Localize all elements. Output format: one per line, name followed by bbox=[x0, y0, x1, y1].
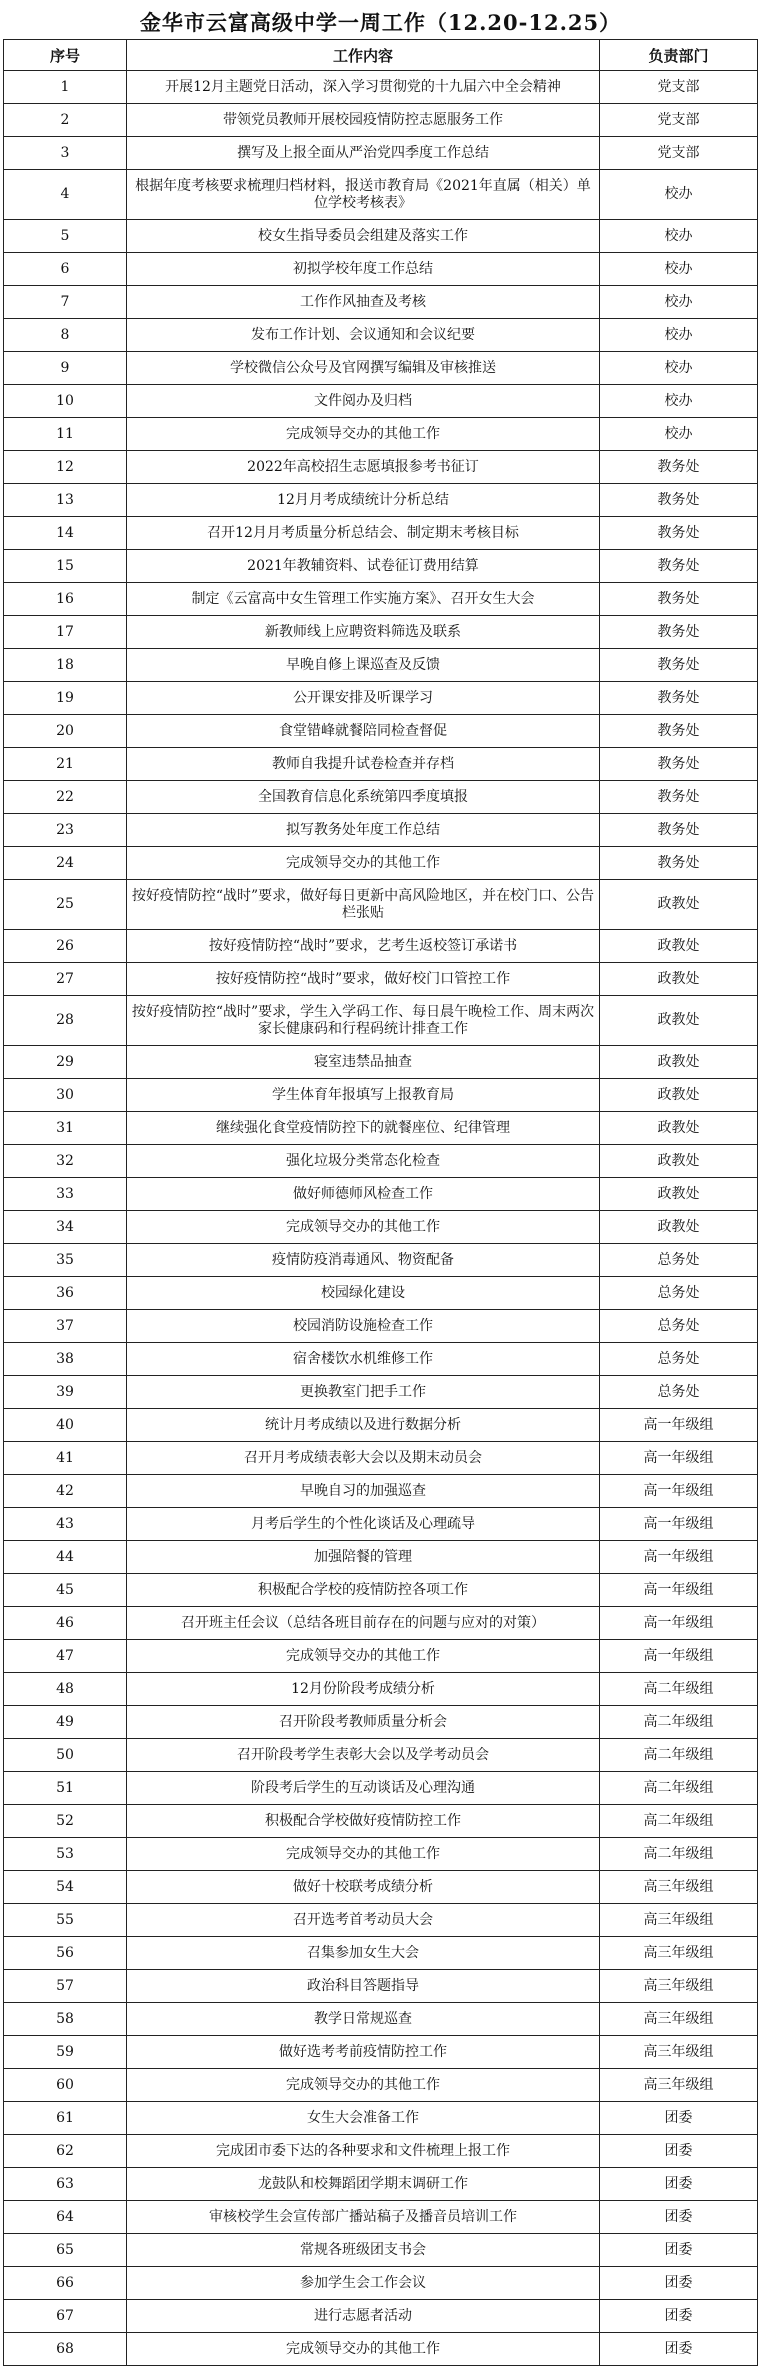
table-row bbox=[4, 2069, 758, 2102]
row-content: 阶段考后学生的互动谈话及心理沟通 bbox=[127, 1772, 600, 1805]
row-content: 按好疫情防控“战时”要求，做好每日更新中高风险地区，并在校门口、公告栏张贴 bbox=[127, 880, 600, 930]
row-number: 38 bbox=[4, 1343, 127, 1376]
row-content: 2022年高校招生志愿填报参考书征订 bbox=[127, 451, 600, 484]
row-department: 高一年级组 bbox=[600, 1607, 758, 1640]
row-department: 教务处 bbox=[600, 616, 758, 649]
row-number: 42 bbox=[4, 1475, 127, 1508]
table-row bbox=[4, 1541, 758, 1574]
table-row bbox=[4, 286, 758, 319]
row-number: 37 bbox=[4, 1310, 127, 1343]
row-content: 召开12月月考质量分析总结会、制定期末考核目标 bbox=[127, 517, 600, 550]
row-department: 团委 bbox=[600, 2300, 758, 2333]
table-row bbox=[4, 352, 758, 385]
row-department: 总务处 bbox=[600, 1343, 758, 1376]
row-department: 政教处 bbox=[600, 996, 758, 1046]
row-number: 57 bbox=[4, 1970, 127, 2003]
work-table bbox=[3, 39, 758, 2366]
row-content: 发布工作计划、会议通知和会议纪要 bbox=[127, 319, 600, 352]
table-row bbox=[4, 319, 758, 352]
row-number: 11 bbox=[4, 418, 127, 451]
row-department: 高三年级组 bbox=[600, 2003, 758, 2036]
row-number: 46 bbox=[4, 1607, 127, 1640]
row-number: 41 bbox=[4, 1442, 127, 1475]
row-number: 68 bbox=[4, 2333, 127, 2366]
table-row bbox=[4, 583, 758, 616]
row-number: 2 bbox=[4, 104, 127, 137]
table-row bbox=[4, 484, 758, 517]
row-department: 教务处 bbox=[600, 682, 758, 715]
row-content: 召集参加女生大会 bbox=[127, 1937, 600, 1970]
row-content: 工作作风抽查及考核 bbox=[127, 286, 600, 319]
table-row bbox=[4, 682, 758, 715]
row-number: 48 bbox=[4, 1673, 127, 1706]
row-content: 早晚自修上课巡查及反馈 bbox=[127, 649, 600, 682]
table-row bbox=[4, 2267, 758, 2300]
row-content: 按好疫情防控“战时”要求，艺考生返校签订承诺书 bbox=[127, 930, 600, 963]
row-number: 61 bbox=[4, 2102, 127, 2135]
row-content: 继续强化食堂疫情防控下的就餐座位、纪律管理 bbox=[127, 1112, 600, 1145]
row-content: 召开阶段考教师质量分析会 bbox=[127, 1706, 600, 1739]
row-content: 常规各班级团支书会 bbox=[127, 2234, 600, 2267]
row-content: 疫情防疫消毒通风、物资配备 bbox=[127, 1244, 600, 1277]
row-department: 政教处 bbox=[600, 963, 758, 996]
row-number: 23 bbox=[4, 814, 127, 847]
row-department: 党支部 bbox=[600, 104, 758, 137]
row-number: 18 bbox=[4, 649, 127, 682]
row-number: 40 bbox=[4, 1409, 127, 1442]
table-row bbox=[4, 1508, 758, 1541]
row-number: 44 bbox=[4, 1541, 127, 1574]
row-content: 校女生指导委员会组建及落实工作 bbox=[127, 220, 600, 253]
row-content: 校园绿化建设 bbox=[127, 1277, 600, 1310]
table-row bbox=[4, 1607, 758, 1640]
row-department: 教务处 bbox=[600, 550, 758, 583]
row-number: 47 bbox=[4, 1640, 127, 1673]
row-number: 62 bbox=[4, 2135, 127, 2168]
row-number: 64 bbox=[4, 2201, 127, 2234]
row-department: 团委 bbox=[600, 2102, 758, 2135]
table-row bbox=[4, 616, 758, 649]
row-department: 高二年级组 bbox=[600, 1706, 758, 1739]
table-row bbox=[4, 1178, 758, 1211]
table-row bbox=[4, 814, 758, 847]
row-content: 12月份阶段考成绩分析 bbox=[127, 1673, 600, 1706]
row-department: 高三年级组 bbox=[600, 1871, 758, 1904]
table-row bbox=[4, 1706, 758, 1739]
row-department: 高三年级组 bbox=[600, 1937, 758, 1970]
table-row bbox=[4, 1277, 758, 1310]
row-content: 强化垃圾分类常态化检查 bbox=[127, 1145, 600, 1178]
table-row bbox=[4, 170, 758, 220]
table-row bbox=[4, 451, 758, 484]
table-row bbox=[4, 1244, 758, 1277]
row-department: 团委 bbox=[600, 2267, 758, 2300]
table-row bbox=[4, 137, 758, 170]
row-content: 完成领导交办的其他工作 bbox=[127, 847, 600, 880]
row-department: 校办 bbox=[600, 286, 758, 319]
row-content: 寝室违禁品抽查 bbox=[127, 1046, 600, 1079]
table-row bbox=[4, 649, 758, 682]
table-row bbox=[4, 1046, 758, 1079]
row-number: 31 bbox=[4, 1112, 127, 1145]
row-department: 团委 bbox=[600, 2201, 758, 2234]
row-number: 30 bbox=[4, 1079, 127, 1112]
table-row bbox=[4, 2102, 758, 2135]
row-number: 33 bbox=[4, 1178, 127, 1211]
row-number: 26 bbox=[4, 930, 127, 963]
table-row bbox=[4, 2300, 758, 2333]
row-content: 文件阅办及归档 bbox=[127, 385, 600, 418]
row-department: 教务处 bbox=[600, 649, 758, 682]
table-row bbox=[4, 1739, 758, 1772]
table-row bbox=[4, 1145, 758, 1178]
row-number: 21 bbox=[4, 748, 127, 781]
row-department: 总务处 bbox=[600, 1310, 758, 1343]
row-content: 按好疫情防控“战时”要求，学生入学码工作、每日晨午晚检工作、周末两次家长健康码和行程码统计排查工作 bbox=[127, 996, 600, 1046]
table-row bbox=[4, 2333, 758, 2366]
row-number: 51 bbox=[4, 1772, 127, 1805]
row-department: 政教处 bbox=[600, 880, 758, 930]
row-content: 做好选考考前疫情防控工作 bbox=[127, 2036, 600, 2069]
row-department: 高一年级组 bbox=[600, 1442, 758, 1475]
row-number: 49 bbox=[4, 1706, 127, 1739]
table-row bbox=[4, 2036, 758, 2069]
row-number: 27 bbox=[4, 963, 127, 996]
row-department: 校办 bbox=[600, 418, 758, 451]
row-department: 教务处 bbox=[600, 781, 758, 814]
row-number: 6 bbox=[4, 253, 127, 286]
row-content: 完成团市委下达的各种要求和文件梳理上报工作 bbox=[127, 2135, 600, 2168]
row-content: 学校微信公众号及官网撰写编辑及审核推送 bbox=[127, 352, 600, 385]
table-row bbox=[4, 1211, 758, 1244]
row-department: 政教处 bbox=[600, 1211, 758, 1244]
row-number: 65 bbox=[4, 2234, 127, 2267]
table-row bbox=[4, 253, 758, 286]
table-row bbox=[4, 1409, 758, 1442]
table-header-row bbox=[4, 40, 758, 71]
table-row bbox=[4, 2168, 758, 2201]
row-number: 1 bbox=[4, 71, 127, 104]
row-content: 全国教育信息化系统第四季度填报 bbox=[127, 781, 600, 814]
table-row bbox=[4, 1640, 758, 1673]
table-row bbox=[4, 2234, 758, 2267]
row-department: 党支部 bbox=[600, 137, 758, 170]
row-department: 高三年级组 bbox=[600, 2069, 758, 2102]
row-content: 完成领导交办的其他工作 bbox=[127, 418, 600, 451]
row-department: 高三年级组 bbox=[600, 2036, 758, 2069]
row-department: 政教处 bbox=[600, 1178, 758, 1211]
row-number: 4 bbox=[4, 170, 127, 220]
row-department: 团委 bbox=[600, 2333, 758, 2366]
row-department: 教务处 bbox=[600, 814, 758, 847]
table-row bbox=[4, 2003, 758, 2036]
row-content: 召开选考首考动员大会 bbox=[127, 1904, 600, 1937]
row-department: 高一年级组 bbox=[600, 1508, 758, 1541]
row-number: 25 bbox=[4, 880, 127, 930]
row-number: 5 bbox=[4, 220, 127, 253]
row-department: 高一年级组 bbox=[600, 1409, 758, 1442]
row-department: 教务处 bbox=[600, 715, 758, 748]
row-content: 进行志愿者活动 bbox=[127, 2300, 600, 2333]
table-row bbox=[4, 847, 758, 880]
table-row bbox=[4, 781, 758, 814]
table-row bbox=[4, 2135, 758, 2168]
table-row bbox=[4, 996, 758, 1046]
row-content: 完成领导交办的其他工作 bbox=[127, 2069, 600, 2102]
table-row bbox=[4, 1970, 758, 2003]
row-content: 参加学生会工作会议 bbox=[127, 2267, 600, 2300]
table-row bbox=[4, 963, 758, 996]
row-content: 龙鼓队和校舞蹈团学期末调研工作 bbox=[127, 2168, 600, 2201]
row-content: 12月月考成绩统计分析总结 bbox=[127, 484, 600, 517]
row-content: 2021年教辅资料、试卷征订费用结算 bbox=[127, 550, 600, 583]
row-content: 开展12月主题党日活动，深入学习贯彻党的十九届六中全会精神 bbox=[127, 71, 600, 104]
row-content: 完成领导交办的其他工作 bbox=[127, 1211, 600, 1244]
table-row bbox=[4, 1871, 758, 1904]
table-row bbox=[4, 1112, 758, 1145]
row-number: 12 bbox=[4, 451, 127, 484]
row-content: 按好疫情防控“战时”要求，做好校门口管控工作 bbox=[127, 963, 600, 996]
row-number: 9 bbox=[4, 352, 127, 385]
row-content: 做好十校联考成绩分析 bbox=[127, 1871, 600, 1904]
row-department: 高二年级组 bbox=[600, 1739, 758, 1772]
row-department: 高一年级组 bbox=[600, 1574, 758, 1607]
row-number: 58 bbox=[4, 2003, 127, 2036]
row-department: 校办 bbox=[600, 352, 758, 385]
table-row bbox=[4, 1673, 758, 1706]
row-number: 45 bbox=[4, 1574, 127, 1607]
row-number: 63 bbox=[4, 2168, 127, 2201]
row-content: 教师自我提升试卷检查并存档 bbox=[127, 748, 600, 781]
row-number: 15 bbox=[4, 550, 127, 583]
row-department: 政教处 bbox=[600, 1145, 758, 1178]
table-row bbox=[4, 517, 758, 550]
row-department: 政教处 bbox=[600, 1079, 758, 1112]
row-number: 67 bbox=[4, 2300, 127, 2333]
row-content: 早晚自习的加强巡查 bbox=[127, 1475, 600, 1508]
row-number: 28 bbox=[4, 996, 127, 1046]
table-row bbox=[4, 1574, 758, 1607]
row-number: 66 bbox=[4, 2267, 127, 2300]
table-row bbox=[4, 1343, 758, 1376]
row-department: 教务处 bbox=[600, 451, 758, 484]
row-number: 39 bbox=[4, 1376, 127, 1409]
row-department: 政教处 bbox=[600, 930, 758, 963]
table-row bbox=[4, 1079, 758, 1112]
row-number: 8 bbox=[4, 319, 127, 352]
row-department: 高二年级组 bbox=[600, 1805, 758, 1838]
row-department: 教务处 bbox=[600, 517, 758, 550]
row-department: 高二年级组 bbox=[600, 1772, 758, 1805]
table-row bbox=[4, 1772, 758, 1805]
row-content: 完成领导交办的其他工作 bbox=[127, 1838, 600, 1871]
row-number: 13 bbox=[4, 484, 127, 517]
row-number: 56 bbox=[4, 1937, 127, 1970]
row-content: 召开班主任会议（总结各班目前存在的问题与应对的对策） bbox=[127, 1607, 600, 1640]
row-content: 做好师德师风检查工作 bbox=[127, 1178, 600, 1211]
row-department: 总务处 bbox=[600, 1376, 758, 1409]
header-content: 工作内容 bbox=[127, 40, 600, 71]
row-department: 教务处 bbox=[600, 484, 758, 517]
row-content: 带领党员教师开展校园疫情防控志愿服务工作 bbox=[127, 104, 600, 137]
row-content: 根据年度考核要求梳理归档材料，报送市教育局《2021年直属（相关）单位学校考核表》 bbox=[127, 170, 600, 220]
row-number: 3 bbox=[4, 137, 127, 170]
table-row bbox=[4, 220, 758, 253]
row-content: 统计月考成绩以及进行数据分析 bbox=[127, 1409, 600, 1442]
row-number: 34 bbox=[4, 1211, 127, 1244]
row-department: 党支部 bbox=[600, 71, 758, 104]
row-content: 教学日常规巡查 bbox=[127, 2003, 600, 2036]
row-department: 高三年级组 bbox=[600, 1904, 758, 1937]
table-row bbox=[4, 930, 758, 963]
row-department: 高一年级组 bbox=[600, 1640, 758, 1673]
row-content: 宿舍楼饮水机维修工作 bbox=[127, 1343, 600, 1376]
row-department: 政教处 bbox=[600, 1112, 758, 1145]
row-content: 女生大会准备工作 bbox=[127, 2102, 600, 2135]
table-row bbox=[4, 748, 758, 781]
row-number: 29 bbox=[4, 1046, 127, 1079]
row-content: 食堂错峰就餐陪同检查督促 bbox=[127, 715, 600, 748]
row-number: 50 bbox=[4, 1739, 127, 1772]
table-row bbox=[4, 1937, 758, 1970]
table-row bbox=[4, 71, 758, 104]
table-row bbox=[4, 2201, 758, 2234]
row-content: 更换教室门把手工作 bbox=[127, 1376, 600, 1409]
row-number: 22 bbox=[4, 781, 127, 814]
row-content: 加强陪餐的管理 bbox=[127, 1541, 600, 1574]
row-number: 7 bbox=[4, 286, 127, 319]
row-department: 教务处 bbox=[600, 583, 758, 616]
row-department: 团委 bbox=[600, 2135, 758, 2168]
row-content: 初拟学校年度工作总结 bbox=[127, 253, 600, 286]
table-row bbox=[4, 104, 758, 137]
row-content: 完成领导交办的其他工作 bbox=[127, 2333, 600, 2366]
table-row bbox=[4, 385, 758, 418]
table-row bbox=[4, 1376, 758, 1409]
row-department: 校办 bbox=[600, 319, 758, 352]
row-department: 校办 bbox=[600, 220, 758, 253]
row-number: 16 bbox=[4, 583, 127, 616]
row-department: 校办 bbox=[600, 385, 758, 418]
row-content: 召开月考成绩表彰大会以及期末动员会 bbox=[127, 1442, 600, 1475]
table-row bbox=[4, 1838, 758, 1871]
row-number: 53 bbox=[4, 1838, 127, 1871]
row-department: 团委 bbox=[600, 2168, 758, 2201]
row-content: 积极配合学校做好疫情防控工作 bbox=[127, 1805, 600, 1838]
row-number: 55 bbox=[4, 1904, 127, 1937]
table-row bbox=[4, 1904, 758, 1937]
row-content: 月考后学生的个性化谈话及心理疏导 bbox=[127, 1508, 600, 1541]
row-content: 撰写及上报全面从严治党四季度工作总结 bbox=[127, 137, 600, 170]
row-content: 公开课安排及听课学习 bbox=[127, 682, 600, 715]
row-content: 召开阶段考学生表彰大会以及学考动员会 bbox=[127, 1739, 600, 1772]
row-content: 制定《云富高中女生管理工作实施方案》、召开女生大会 bbox=[127, 583, 600, 616]
row-content: 政治科目答题指导 bbox=[127, 1970, 600, 2003]
row-department: 总务处 bbox=[600, 1244, 758, 1277]
table-row bbox=[4, 880, 758, 930]
row-department: 校办 bbox=[600, 253, 758, 286]
document-title: 金华市云富高级中学一周工作（12.20-12.25） bbox=[139, 10, 622, 35]
row-department: 高一年级组 bbox=[600, 1475, 758, 1508]
row-department: 高二年级组 bbox=[600, 1673, 758, 1706]
row-content: 学生体育年报填写上报教育局 bbox=[127, 1079, 600, 1112]
row-content: 新教师线上应聘资料筛选及联系 bbox=[127, 616, 600, 649]
table-row bbox=[4, 1310, 758, 1343]
table-row bbox=[4, 550, 758, 583]
row-number: 35 bbox=[4, 1244, 127, 1277]
row-number: 10 bbox=[4, 385, 127, 418]
table-row bbox=[4, 418, 758, 451]
row-number: 60 bbox=[4, 2069, 127, 2102]
row-department: 校办 bbox=[600, 170, 758, 220]
row-number: 54 bbox=[4, 1871, 127, 1904]
row-content: 拟写教务处年度工作总结 bbox=[127, 814, 600, 847]
row-content: 校园消防设施检查工作 bbox=[127, 1310, 600, 1343]
row-department: 高一年级组 bbox=[600, 1541, 758, 1574]
header-department: 负责部门 bbox=[600, 40, 758, 71]
row-number: 17 bbox=[4, 616, 127, 649]
row-department: 高三年级组 bbox=[600, 1970, 758, 2003]
row-department: 高二年级组 bbox=[600, 1838, 758, 1871]
row-department: 教务处 bbox=[600, 847, 758, 880]
header-number: 序号 bbox=[4, 40, 127, 71]
row-department: 政教处 bbox=[600, 1046, 758, 1079]
row-department: 教务处 bbox=[600, 748, 758, 781]
row-number: 32 bbox=[4, 1145, 127, 1178]
row-content: 积极配合学校的疫情防控各项工作 bbox=[127, 1574, 600, 1607]
row-number: 14 bbox=[4, 517, 127, 550]
row-content: 审核校学生会宣传部广播站稿子及播音员培训工作 bbox=[127, 2201, 600, 2234]
row-number: 43 bbox=[4, 1508, 127, 1541]
row-number: 24 bbox=[4, 847, 127, 880]
row-number: 20 bbox=[4, 715, 127, 748]
table-row bbox=[4, 1805, 758, 1838]
row-number: 36 bbox=[4, 1277, 127, 1310]
row-number: 52 bbox=[4, 1805, 127, 1838]
table-row bbox=[4, 1475, 758, 1508]
row-department: 总务处 bbox=[600, 1277, 758, 1310]
row-department: 团委 bbox=[600, 2234, 758, 2267]
table-row bbox=[4, 715, 758, 748]
row-content: 完成领导交办的其他工作 bbox=[127, 1640, 600, 1673]
table-row bbox=[4, 1442, 758, 1475]
row-number: 59 bbox=[4, 2036, 127, 2069]
table-body bbox=[4, 71, 758, 2366]
row-number: 19 bbox=[4, 682, 127, 715]
